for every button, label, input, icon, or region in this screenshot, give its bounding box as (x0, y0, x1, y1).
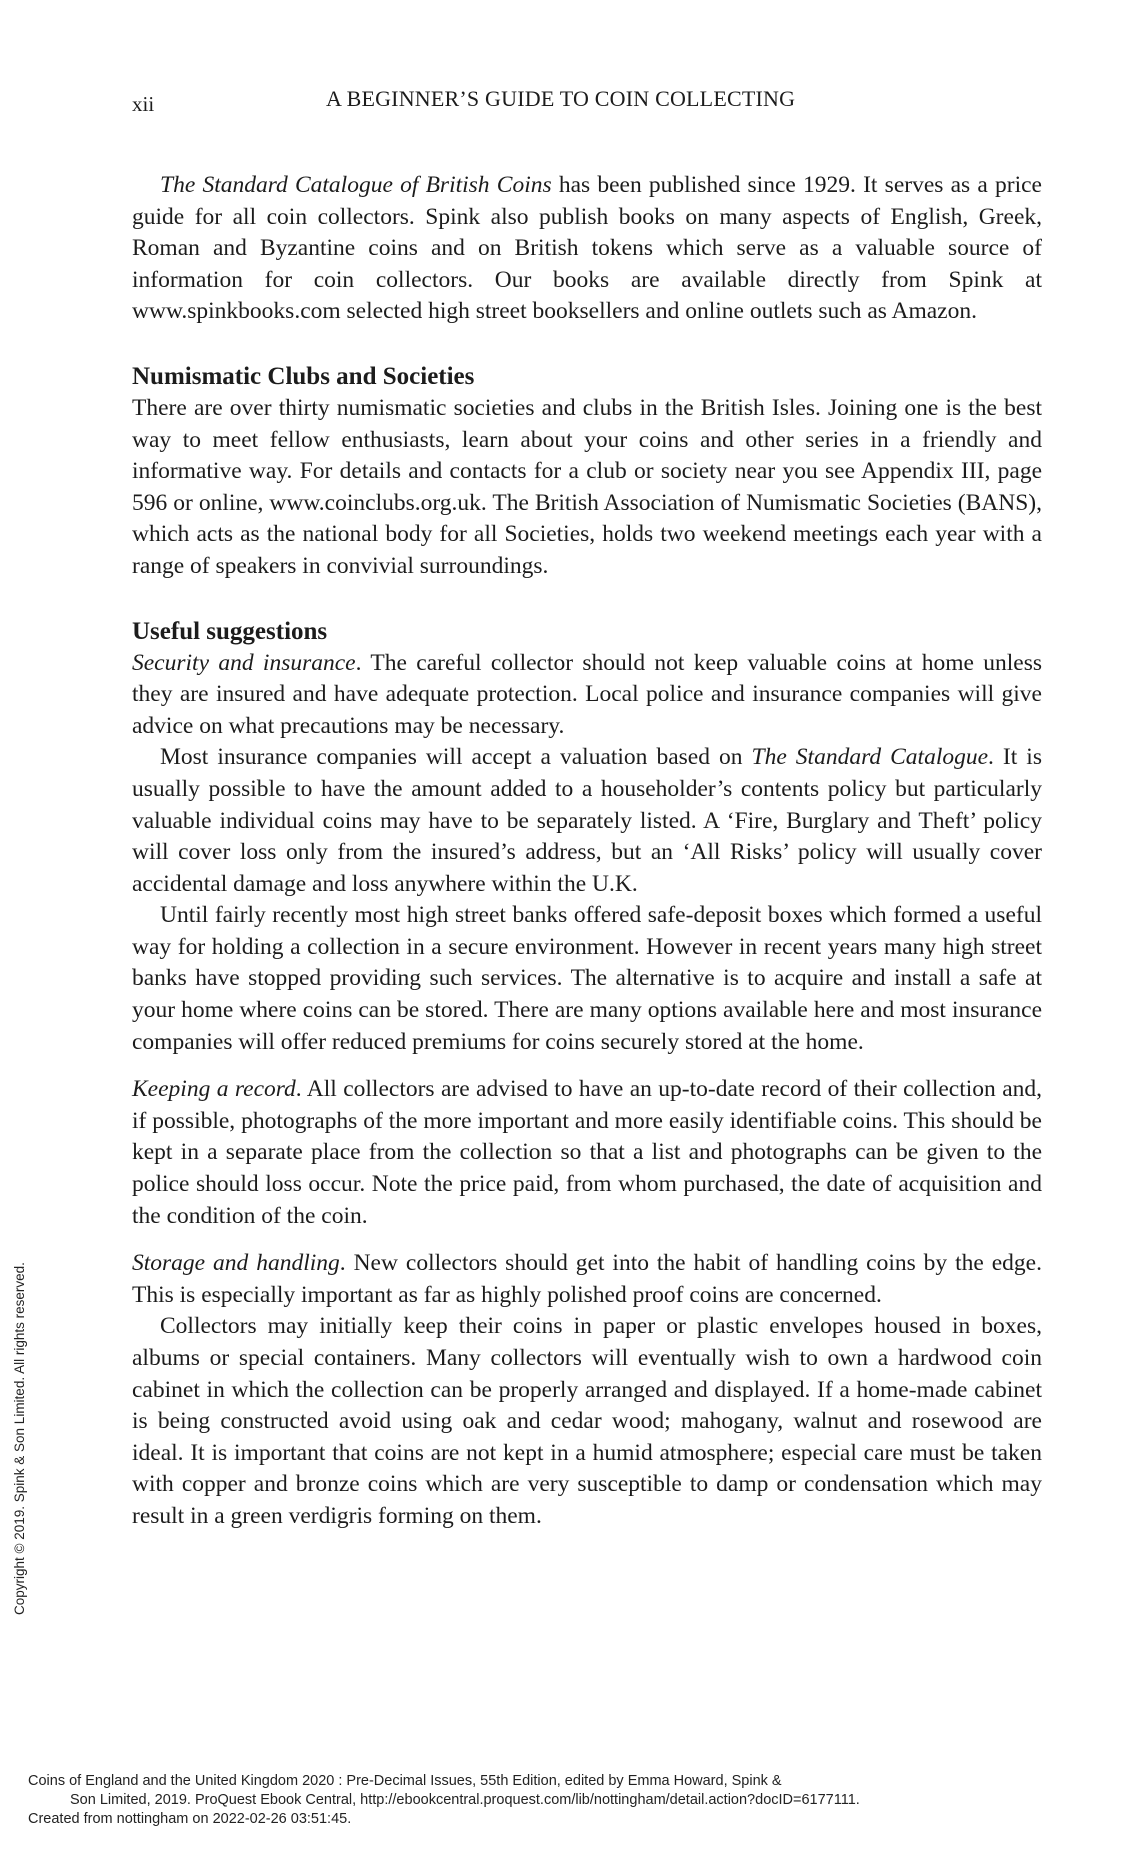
side-copyright-notice: Copyright © 2019. Spink & Son Limited. All rights reserved. (12, 1262, 27, 1615)
insurance-catalogue-title: The Standard Catalogue (751, 744, 989, 771)
footer-line-3: Created from nottingham on 2022-02-26 03:51:45. (28, 1811, 352, 1827)
intro-text: has been published since 1929. It serves as a price guide for all coin collectors. Spink also publish books on many aspects of English, Greek, Roman and Byzantine coins and on British tokens which serve as a valuable source of information for coin collectors. Our books are available directly from Spink at www.spinkbooks.com selected high street booksellers and online outlets such as Amazon. (132, 172, 1042, 325)
record-text: . All collectors are advised to have an up-to-date record of their collection and, if possible, photographs of the more important and more easily identifiable coins. This should be kept in a separate place from the collection so that a list and photographs can be given to the police should loss occur. Note the price paid, from whom purchased, the date of acquisition and the condition of the coin. (132, 1076, 1042, 1229)
storage-paragraph (132, 1248, 1042, 1311)
catalogue-title: The Standard Catalogue of British Coins (160, 172, 552, 198)
record-lead: Keeping a record (132, 1076, 296, 1103)
security-lead: Security and insurance (132, 649, 356, 676)
security-paragraph (132, 648, 1042, 743)
clubs-heading: Numismatic Clubs and Societies (132, 362, 475, 390)
storage-text: . New collectors should get into the habit of handling coins by the edge. This is especially important as far as highly polished proof coins are concerned. (132, 1250, 1042, 1308)
citation-footer (28, 1772, 860, 1829)
insurance-pre: Most insurance companies will accept a valuation based on (160, 744, 752, 771)
storage-lead: Storage and handling (132, 1250, 340, 1277)
insurance-paragraph (132, 742, 1042, 900)
footer-line-2: Son Limited, 2019. ProQuest Ebook Central, http://ebookcentral.proquest.com/lib/nottingham/detail.action?docID=6177111. (70, 1792, 860, 1808)
banks-paragraph: Until fairly recently most high street banks offered safe-deposit boxes which formed a useful way for holding a collection in a secure environment. However in recent years many high street banks have stopped providing such services. The alternative is to acquire and install a safe at your home where coins can be stored. There are many options available here and most insurance companies will offer reduced premiums for coins securely stored at the home. (132, 902, 1042, 1055)
security-text: . The careful collector should not keep valuable coins at home unless they are insured and have adequate protection. Local police and insurance companies will give advice on what precautions may be necessary. (132, 649, 1042, 739)
clubs-paragraph: There are over thirty numismatic societies and clubs in the British Isles. Joining one is the best way to meet fellow enthusiasts, learn about your coins and other series in a friendly and informative way. For details and contacts for a club or society near you see Appendix III, page 596 or online, www.coinclubs.org.uk. The British Association of Numismatic Societies (BANS), which acts as the national body for all Societies, holds two weekend meetings each year with a range of speakers in convivial surroundings. (132, 394, 1042, 579)
page-body (132, 170, 1042, 1533)
running-header: A BEGINNER’S GUIDE TO COIN COLLECTING (326, 86, 796, 111)
footer-line-1: Coins of England and the United Kingdom 2020 : Pre-Decimal Issues, 55th Edition, edited by Emma Howard, Spink & (28, 1773, 782, 1789)
containers-paragraph: Collectors may initially keep their coins in paper or plastic envelopes housed in boxes, albums or special containers. Many collectors will eventually wish to own a hardwood coin cabinet in which the collection can be properly arranged and displayed. If a home-made cabinet is being constructed avoid using oak and cedar wood; mahogany, walnut and rosewood are ideal. It is important that coins are not kept in a humid atmosphere; especial care must be taken with copper and bronze coins which are very susceptible to damp or condensation which may result in a green verdigris forming on them. (132, 1313, 1042, 1529)
insurance-post: . It is usually possible to have the amount added to a householder’s contents policy but particularly valuable individual coins may have to be separately listed. A ‘Fire, Burglary and Theft’ policy will cover loss only from the insured’s address, but an ‘All Risks’ policy will usually cover accidental damage and loss anywhere within the U.K. (132, 744, 1042, 897)
intro-paragraph (132, 170, 1042, 328)
suggestions-heading: Useful suggestions (132, 617, 328, 645)
page-number: xii (132, 92, 155, 116)
record-paragraph (132, 1074, 1042, 1232)
